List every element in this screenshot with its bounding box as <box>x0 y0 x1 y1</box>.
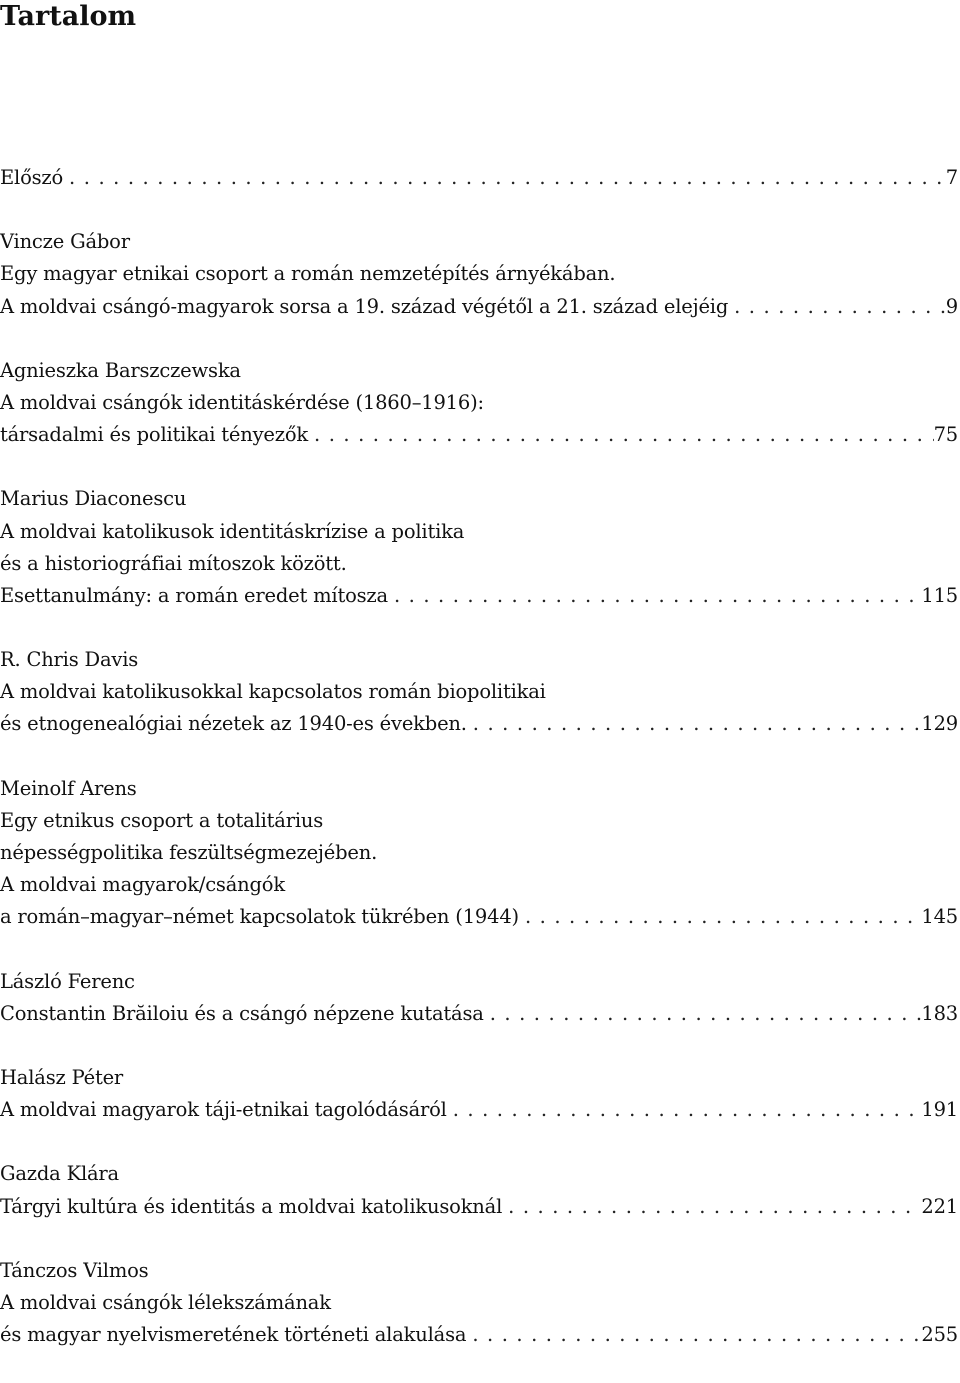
toc-entry-leader-line[interactable] <box>0 1319 960 1351</box>
toc-entry-author: Halász Péter <box>0 1065 124 1089</box>
dot-leader <box>728 291 946 323</box>
toc-entry-page-number[interactable]: 145 <box>921 905 958 929</box>
dot-leader <box>519 901 921 933</box>
toc-entry[interactable] <box>0 644 960 741</box>
dot-leader <box>484 998 922 1030</box>
toc-entry-title-line: Esettanulmány: a román eredet mítosza <box>0 583 388 607</box>
toc-entry-page-number[interactable]: 221 <box>921 1194 958 1218</box>
toc-entry-leader-line[interactable] <box>0 291 960 323</box>
toc-entry-title-line: A moldvai csángók identitáskérdése (1860–1916): <box>0 390 484 414</box>
dot-leader <box>63 162 946 194</box>
toc-entry[interactable] <box>0 1062 960 1126</box>
toc-entry-title-line: társadalmi és politikai tényezők <box>0 423 308 447</box>
toc-entry[interactable] <box>0 1158 960 1222</box>
toc-entry-author: Vincze Gábor <box>0 230 130 254</box>
toc-entry-leader-line[interactable] <box>0 1094 960 1126</box>
toc-entry-title-line: A moldvai csángók lélekszámának <box>0 1290 331 1314</box>
toc-entry-author: R. Chris Davis <box>0 648 139 672</box>
toc-entry-title-line: Egy etnikus csoport a totalitárius <box>0 808 324 832</box>
toc-entry-title-line: és etnogenealógiai nézetek az 1940-es években. <box>0 712 467 736</box>
toc-entry-author: Gazda Klára <box>0 1162 119 1186</box>
toc-entry-title-line: a román–magyar–német kapcsolatok tükrében (1944) <box>0 905 519 929</box>
toc-entry-author: Agnieszka Barszczewska <box>0 358 241 382</box>
toc-entry-page-number[interactable]: 9 <box>945 294 958 318</box>
dot-leader <box>502 1191 921 1223</box>
dot-leader <box>447 1094 922 1126</box>
toc-entry-leader-line[interactable] <box>0 998 960 1030</box>
toc-entry[interactable] <box>0 773 960 934</box>
toc-entry-title-line: Tárgyi kultúra és identitás a moldvai katolikusoknál <box>0 1194 503 1218</box>
toc-entry-leader-line[interactable] <box>0 162 960 194</box>
toc-entry[interactable] <box>0 226 960 323</box>
toc-entry-leader-line[interactable] <box>0 580 960 612</box>
toc-entry-author: Marius Diaconescu <box>0 487 187 511</box>
toc-entry[interactable] <box>0 162 960 194</box>
toc-entry-page-number[interactable]: 183 <box>921 1001 958 1025</box>
toc-entry-leader-line[interactable] <box>0 901 960 933</box>
toc-entry-title-line: Előszó <box>0 166 64 189</box>
toc-entry[interactable] <box>0 355 960 452</box>
toc-entry-title-line: A moldvai katolikusok identitáskrízise a politika <box>0 519 465 543</box>
toc-entry-leader-line[interactable] <box>0 1191 960 1223</box>
toc-entry-page-number[interactable]: 115 <box>921 583 958 607</box>
toc-entry[interactable] <box>0 966 960 1030</box>
toc-entry-author: Meinolf Arens <box>0 776 137 800</box>
toc-entry-leader-line[interactable] <box>0 708 960 740</box>
toc-entry-title-line: és a historiográfiai mítoszok között. <box>0 551 347 575</box>
toc-entry-title-line: A moldvai magyarok táji-etnikai tagolódásáról <box>0 1098 447 1122</box>
toc-entry-title-line: és magyar nyelvismeretének történeti alakulása <box>0 1323 467 1347</box>
toc-entry-author: László Ferenc <box>0 969 135 993</box>
toc-entry-title-line: Egy magyar etnikai csoport a román nemzetépítés árnyékában. <box>0 262 616 286</box>
toc-entry-author: Tánczos Vilmos <box>0 1258 149 1282</box>
toc-entry-leader-line[interactable] <box>0 419 960 451</box>
table-of-contents <box>0 162 960 1383</box>
toc-entry-title-line: A moldvai csángó-magyarok sorsa a 19. század végétől a 21. század elejéig <box>0 294 729 318</box>
toc-entry-page-number[interactable]: 75 <box>933 423 958 447</box>
toc-entry[interactable] <box>0 483 960 612</box>
dot-leader <box>466 1319 921 1351</box>
toc-entry-title-line: Constantin Brăiloiu és a csángó népzene kutatása <box>0 1001 484 1025</box>
page-title: Tartalom <box>0 1 137 32</box>
toc-entry-title-line: A moldvai magyarok/csángók <box>0 873 285 897</box>
toc-entry-title-line: A moldvai katolikusokkal kapcsolatos román biopolitikai <box>0 680 546 704</box>
toc-entry-page-number[interactable]: 129 <box>921 712 958 736</box>
dot-leader <box>467 708 922 740</box>
toc-entry-page-number[interactable]: 7 <box>945 166 958 189</box>
toc-entry-page-number[interactable]: 255 <box>921 1323 958 1347</box>
toc-entry-page-number[interactable]: 191 <box>921 1098 958 1122</box>
toc-entry-title-line: népességpolitika feszültségmezejében. <box>0 841 378 864</box>
dot-leader <box>308 419 934 451</box>
toc-entry[interactable] <box>0 1255 960 1352</box>
dot-leader <box>388 580 921 612</box>
